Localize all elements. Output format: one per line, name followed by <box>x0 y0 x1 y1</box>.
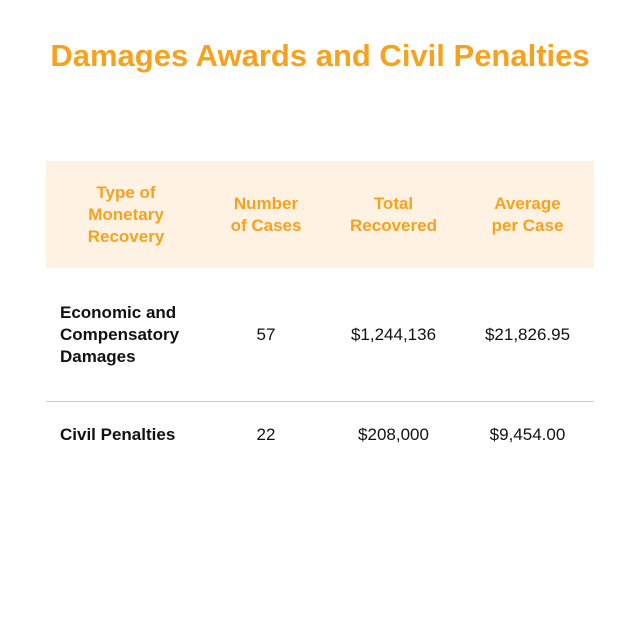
header-type-of-monetary-recovery: Type of Monetary Recovery <box>87 182 165 246</box>
row-cases-value: 22 <box>256 425 276 444</box>
page-title: Damages Awards and Civil Penalties <box>50 38 590 73</box>
header-number-of-cases: Number of Cases <box>230 193 302 235</box>
row-total-value: $1,244,136 <box>350 324 437 344</box>
table-header-row <box>46 161 594 268</box>
table-row <box>46 268 594 402</box>
row-average-value: $9,454.00 <box>489 425 566 444</box>
row-type-label: Civil Penalties <box>60 425 176 444</box>
row-cases-value: 57 <box>256 324 276 344</box>
table-row <box>46 402 594 468</box>
header-average-per-case: Average per Case <box>491 193 564 235</box>
row-type-label: Economic and Compensatory Damages <box>60 302 180 366</box>
row-total-value: $208,000 <box>358 425 429 444</box>
recovery-table <box>46 161 594 468</box>
row-average-value: $21,826.95 <box>484 324 571 344</box>
header-total-recovered: Total Recovered <box>350 193 437 235</box>
